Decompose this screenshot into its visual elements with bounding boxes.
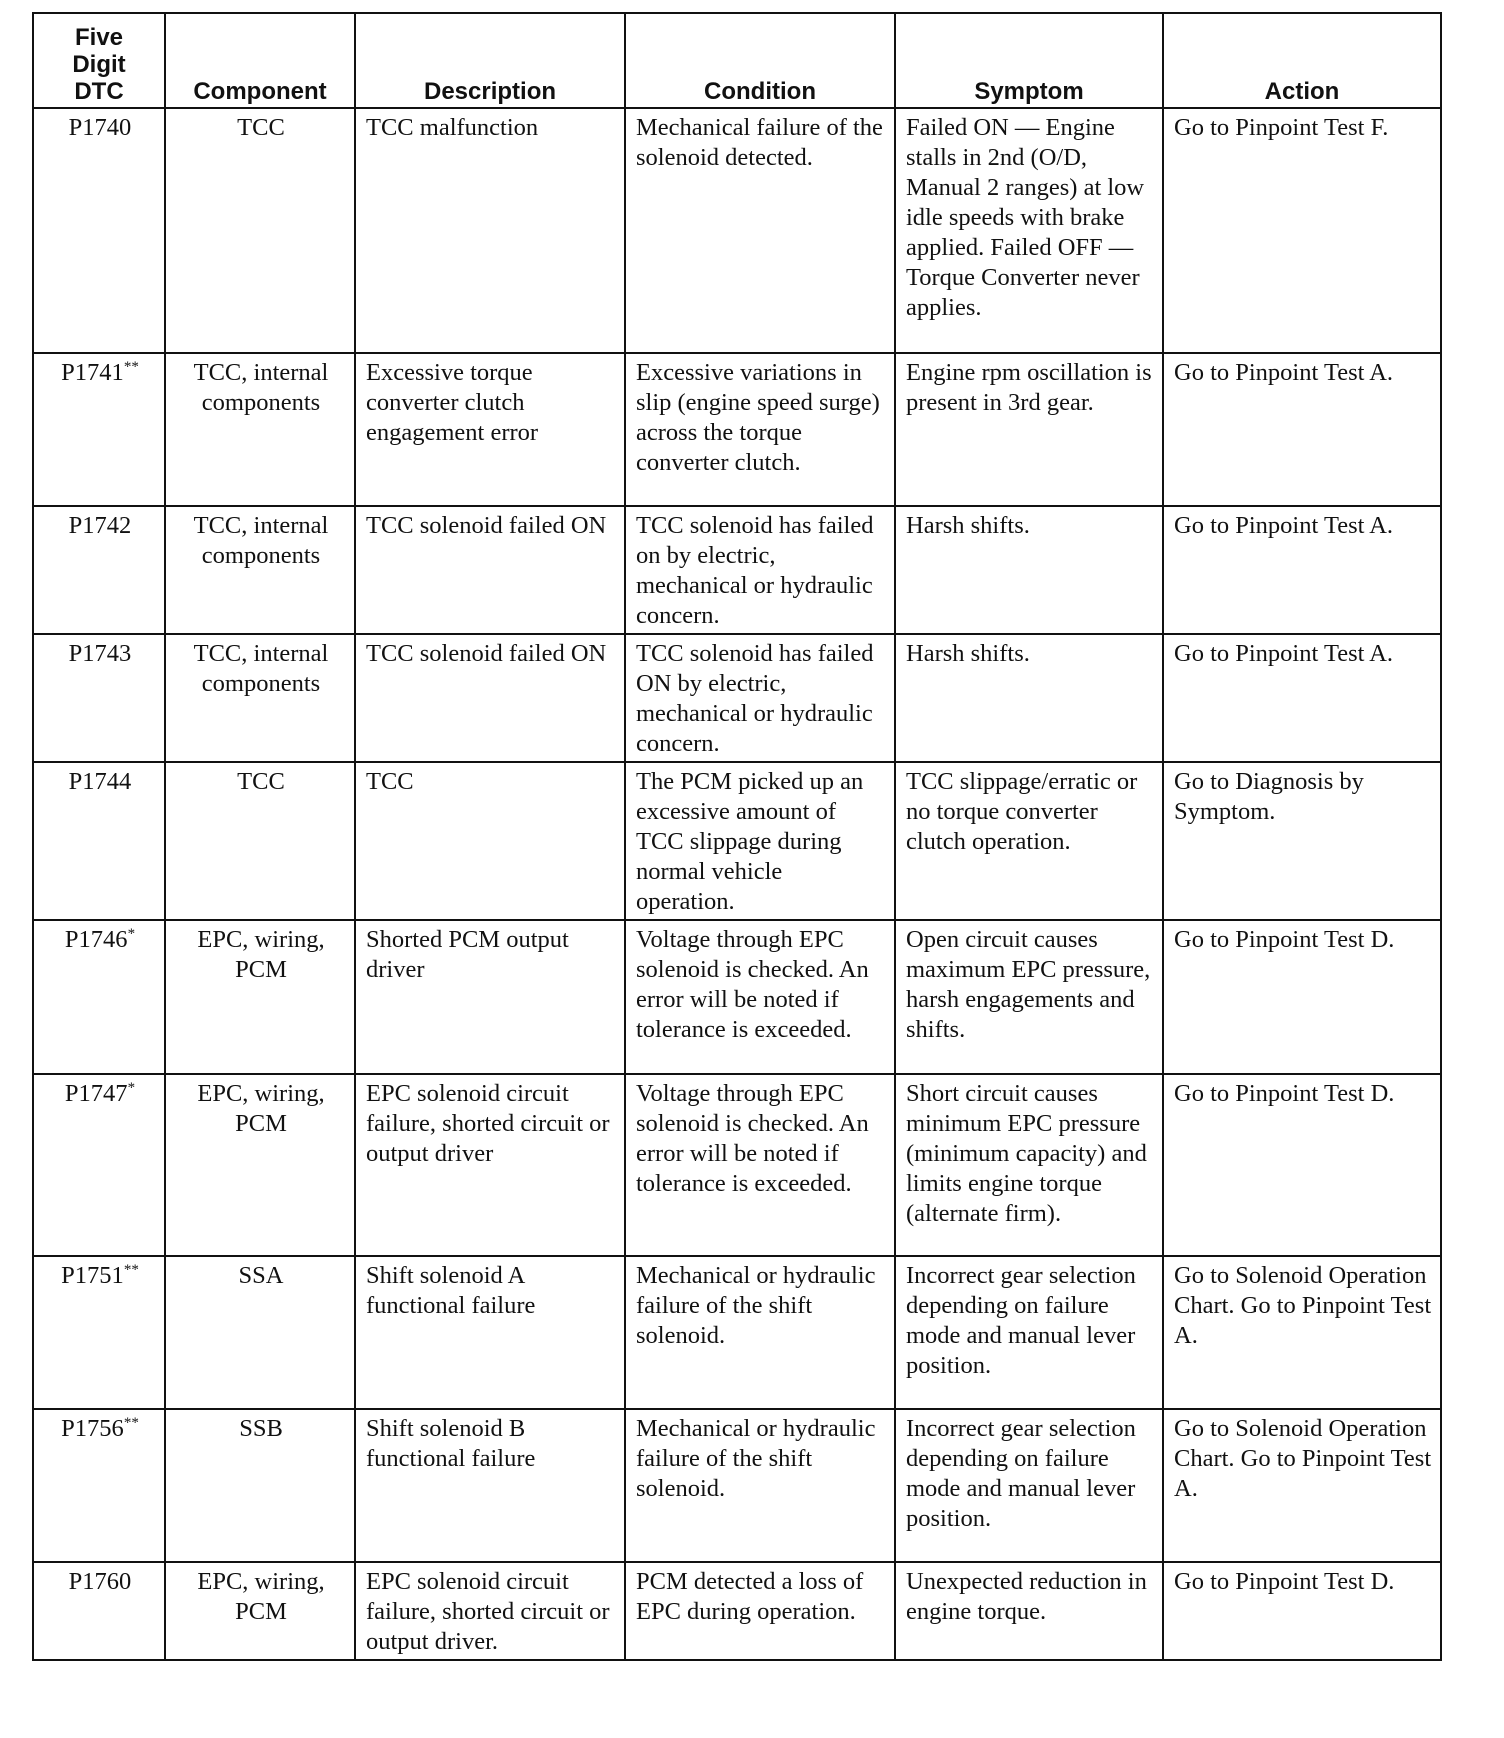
header-component: Component — [165, 13, 355, 108]
dtc-code: P1740 — [68, 114, 132, 141]
dtc-code-cell — [33, 634, 165, 762]
dtc-code: P1756 — [61, 1415, 124, 1442]
condition-cell: Mechanical or hydraulic failure of the shift solenoid. — [625, 1409, 895, 1562]
header-symptom: Symptom — [895, 13, 1163, 108]
action-cell: Go to Pinpoint Test A. — [1163, 634, 1441, 762]
action-cell: Go to Pinpoint Test A. — [1163, 506, 1441, 634]
description-cell: TCC solenoid failed ON — [355, 634, 625, 762]
description-cell: TCC malfunction — [355, 108, 625, 353]
table-row — [33, 1562, 1441, 1660]
table-row — [33, 1409, 1441, 1562]
component-cell: TCC, internal components — [165, 634, 355, 762]
dtc-code-cell — [33, 920, 165, 1074]
header-dtc: Five Digit DTC — [33, 13, 165, 108]
symptom-cell: Harsh shifts. — [895, 634, 1163, 762]
table-row — [33, 108, 1441, 353]
dtc-code-cell — [33, 108, 165, 353]
dtc-code: P1751 — [61, 1262, 124, 1289]
description-cell: EPC solenoid circuit failure, shorted circuit or output driver — [355, 1074, 625, 1256]
action-cell: Go to Pinpoint Test F. — [1163, 108, 1441, 353]
dtc-code-cell — [33, 762, 165, 920]
symptom-cell: Incorrect gear selection depending on failure mode and manual lever position. — [895, 1409, 1163, 1562]
header-condition: Condition — [625, 13, 895, 108]
action-cell: Go to Pinpoint Test D. — [1163, 1074, 1441, 1256]
condition-cell: Mechanical or hydraulic failure of the shift solenoid. — [625, 1256, 895, 1409]
description-cell: Shift solenoid A functional failure — [355, 1256, 625, 1409]
dtc-code: P1741 — [61, 359, 124, 386]
description-cell: Excessive torque converter clutch engagement error — [355, 353, 625, 506]
condition-cell: TCC solenoid has failed on by electric, mechanical or hydraulic concern. — [625, 506, 895, 634]
action-cell: Go to Diagnosis by Symptom. — [1163, 762, 1441, 920]
condition-cell: Voltage through EPC solenoid is checked. An error will be noted if tolerance is exceeded. — [625, 1074, 895, 1256]
table-row — [33, 1074, 1441, 1256]
symptom-cell: Short circuit causes minimum EPC pressure (minimum capacity) and limits engine torque (alternate firm). — [895, 1074, 1163, 1256]
symptom-cell: Engine rpm oscillation is present in 3rd gear. — [895, 353, 1163, 506]
condition-cell: PCM detected a loss of EPC during operation. — [625, 1562, 895, 1660]
table-header-row — [33, 13, 1441, 108]
description-cell: TCC — [355, 762, 625, 920]
dtc-code-cell — [33, 506, 165, 634]
symptom-cell: Open circuit causes maximum EPC pressure, harsh engagements and shifts. — [895, 920, 1163, 1074]
dtc-code-cell — [33, 1074, 165, 1256]
condition-cell: The PCM picked up an excessive amount of TCC slippage during normal vehicle operation. — [625, 762, 895, 920]
header-description: Description — [355, 13, 625, 108]
dtc-footnote-mark: ** — [123, 358, 139, 375]
description-cell: Shift solenoid B functional failure — [355, 1409, 625, 1562]
dtc-footnote-mark: ** — [123, 1414, 139, 1431]
component-cell: TCC — [165, 108, 355, 353]
dtc-code: P1742 — [68, 512, 132, 539]
dtc-footnote-mark: * — [127, 1079, 136, 1096]
component-cell: EPC, wiring, PCM — [165, 1074, 355, 1256]
component-cell: SSB — [165, 1409, 355, 1562]
condition-cell: TCC solenoid has failed ON by electric, mechanical or hydraulic concern. — [625, 634, 895, 762]
dtc-code: P1747 — [64, 1080, 128, 1107]
header-action: Action — [1163, 13, 1441, 108]
symptom-cell: Harsh shifts. — [895, 506, 1163, 634]
action-cell: Go to Pinpoint Test A. — [1163, 353, 1441, 506]
symptom-cell: Failed ON — Engine stalls in 2nd (O/D, Manual 2 ranges) at low idle speeds with brake applied. Failed OFF — Torque Converter never applies. — [895, 108, 1163, 353]
dtc-table-sheet — [32, 12, 1440, 1661]
symptom-cell: Unexpected reduction in engine torque. — [895, 1562, 1163, 1660]
dtc-code-cell — [33, 1409, 165, 1562]
component-cell: TCC, internal components — [165, 353, 355, 506]
dtc-code-cell — [33, 1256, 165, 1409]
component-cell: SSA — [165, 1256, 355, 1409]
symptom-cell: TCC slippage/erratic or no torque converter clutch operation. — [895, 762, 1163, 920]
dtc-code: P1746 — [64, 926, 128, 953]
component-cell: EPC, wiring, PCM — [165, 920, 355, 1074]
action-cell: Go to Pinpoint Test D. — [1163, 920, 1441, 1074]
dtc-code: P1760 — [68, 1568, 132, 1595]
action-cell: Go to Solenoid Operation Chart. Go to Pinpoint Test A. — [1163, 1409, 1441, 1562]
description-cell: Shorted PCM output driver — [355, 920, 625, 1074]
dtc-code-cell — [33, 353, 165, 506]
symptom-cell: Incorrect gear selection depending on failure mode and manual lever position. — [895, 1256, 1163, 1409]
condition-cell: Excessive variations in slip (engine speed surge) across the torque converter clutch. — [625, 353, 895, 506]
table-row — [33, 920, 1441, 1074]
description-cell: EPC solenoid circuit failure, shorted circuit or output driver. — [355, 1562, 625, 1660]
action-cell: Go to Pinpoint Test D. — [1163, 1562, 1441, 1660]
action-cell: Go to Solenoid Operation Chart. Go to Pinpoint Test A. — [1163, 1256, 1441, 1409]
table-row — [33, 1256, 1441, 1409]
condition-cell: Voltage through EPC solenoid is checked. An error will be noted if tolerance is exceeded. — [625, 920, 895, 1074]
table-row — [33, 762, 1441, 920]
dtc-code-cell — [33, 1562, 165, 1660]
dtc-code: P1744 — [68, 768, 132, 795]
dtc-footnote-mark: * — [127, 925, 136, 942]
component-cell: TCC — [165, 762, 355, 920]
dtc-footnote-mark: ** — [123, 1261, 139, 1278]
dtc-table — [32, 12, 1442, 1661]
description-cell: TCC solenoid failed ON — [355, 506, 625, 634]
table-row — [33, 506, 1441, 634]
dtc-code: P1743 — [68, 640, 132, 667]
table-row — [33, 353, 1441, 506]
component-cell: TCC, internal components — [165, 506, 355, 634]
condition-cell: Mechanical failure of the solenoid detected. — [625, 108, 895, 353]
component-cell: EPC, wiring, PCM — [165, 1562, 355, 1660]
table-row — [33, 634, 1441, 762]
